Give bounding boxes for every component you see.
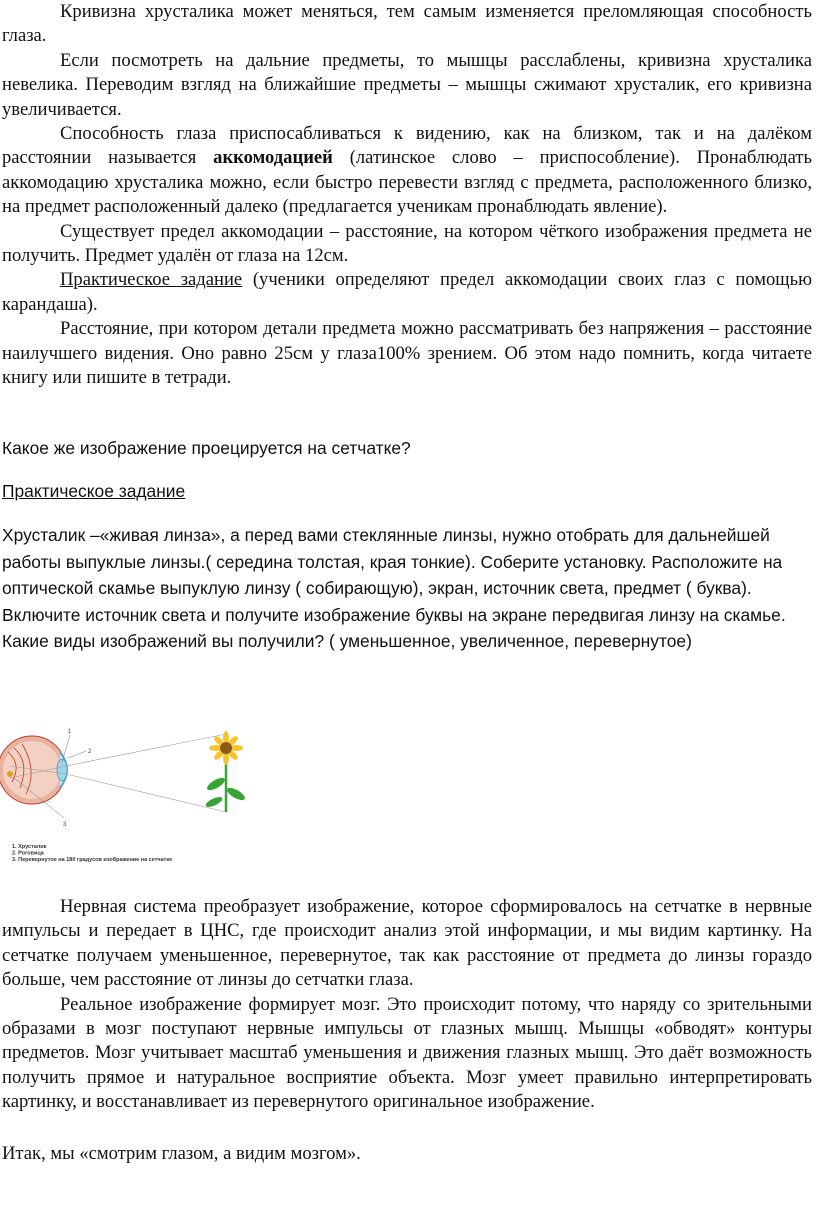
eye-diagram-figure: [0, 722, 260, 870]
paragraph-far-near: Если посмотреть на дальние предметы, то мышцы расслаблены, кривизна хрусталика невелика. Переводим взгляд на ближайшие предметы – мышцы сжимают хрусталик, его кривизна увеличивается.: [2, 49, 812, 120]
text-run: (ученики определяют предел аккомодации своих глаз с помощью карандаша).: [2, 269, 812, 315]
paragraph-brain-image: Реальное изображение формирует мозг. Это происходит потому, что наряду со зрительными образами в мозг поступают нервные импульсы от глазных мышц. Мышцы «обводят» контуры предметов. Мозг учитывает масштаб уменьшения и движения глазных мышц. Это даёт возможность получить прямое и натуральное восприятие объекта. Мозг умеет правильно интерпретировать картинку, и восстанавливает из перевернутого оригинальное изображение.: [2, 993, 812, 1113]
caption-line-1: 1. Хрусталик: [12, 844, 47, 850]
text-run: (латинское слово – приспособление). Пронаблюдать аккомодацию хрусталика можно, если быстро перевести взгляд с предмета, расположенного близко, на предмет расположенный далеко (предлагается ученикам пронаблюдать явление).: [2, 147, 812, 218]
practical-task-text: Хрусталик –«живая линза», а перед вами стеклянные линзы, нужно отобрать для дальнейшей работы выпуклые линзы.( середина толстая, края тонкие). Соберите установку. Расположите на оптической скамье выпуклую линзу ( собирающую), экран, источник света, предмет ( буква). Включите источник света и получите изображение буквы на экране передвигая линзу на скамье. Какие виды изображений вы получили? ( уменьшенное, увеличенное, перевернутое): [2, 525, 786, 651]
retina-image-mark: [7, 771, 13, 777]
question-retina-image: Какое же изображение проецируется на сетчатке?: [2, 438, 411, 458]
eye-interior-shape: [3, 741, 61, 799]
practical-task-label: Практическое задание: [60, 269, 243, 291]
light-ray-bottom: [66, 774, 226, 812]
paragraph-nervous-system: Нервная система преобразует изображение, которое сформировалось на сетчатке в нервные импульсы и передает в ЦНС, где происходит анализ этой информации, и мы видим картинку. На сетчатке получаем уменьшенное, перевернутое, так как расстояние от предмета до линзы гораздо больше, чем расстояние от линзы до сетчатки глаза.: [2, 896, 812, 991]
pointer-line-2: [68, 751, 86, 758]
practical-task-heading: Практическое задание: [2, 481, 186, 501]
brain-vision-section: [0, 895, 812, 1115]
eye-diagram: [0, 722, 260, 870]
paragraph-accommodation-limit: Существует предел аккомодации – расстояние, на котором чёткого изображения предмета не получить. Предмет удалён от глаза на 12см.: [2, 220, 812, 267]
conclusion-text: Итак, мы «смотрим глазом, а видим мозгом».: [2, 1143, 361, 1164]
caption-line-2: 2. Роговица: [12, 850, 44, 857]
paragraph-lens-curvature: Кривизна хрусталика может меняться, тем самым изменяется преломляющая способность глаза.: [2, 1, 812, 47]
label-3: 3: [63, 822, 67, 828]
text-run: Способность глаза приспосабливаться к видению, как на близком, так и на далёком расстоянии называется: [2, 123, 812, 169]
term-accommodation: аккомодацией: [213, 147, 333, 169]
paragraph-best-vision-distance: Расстояние, при котором детали предмета можно рассматривать без напряжения – расстояние наилучшего видения. Оно равно 25см у глаза100% зрением. Об этом надо помнить, когда читаете книгу или пишите в тетради.: [2, 318, 812, 389]
caption-line-3: 3. Перевернутое на 180 градусов изображение на сетчатке: [12, 857, 173, 863]
accommodation-section: [0, 0, 812, 391]
paragraph-accommodation-definition: [0, 122, 812, 220]
label-1: 1: [68, 729, 72, 735]
paragraph-practical-task-inline: [0, 268, 812, 317]
label-2: 2: [88, 749, 92, 755]
sunflower-icon: [204, 731, 246, 812]
lens-shape: [57, 759, 67, 781]
